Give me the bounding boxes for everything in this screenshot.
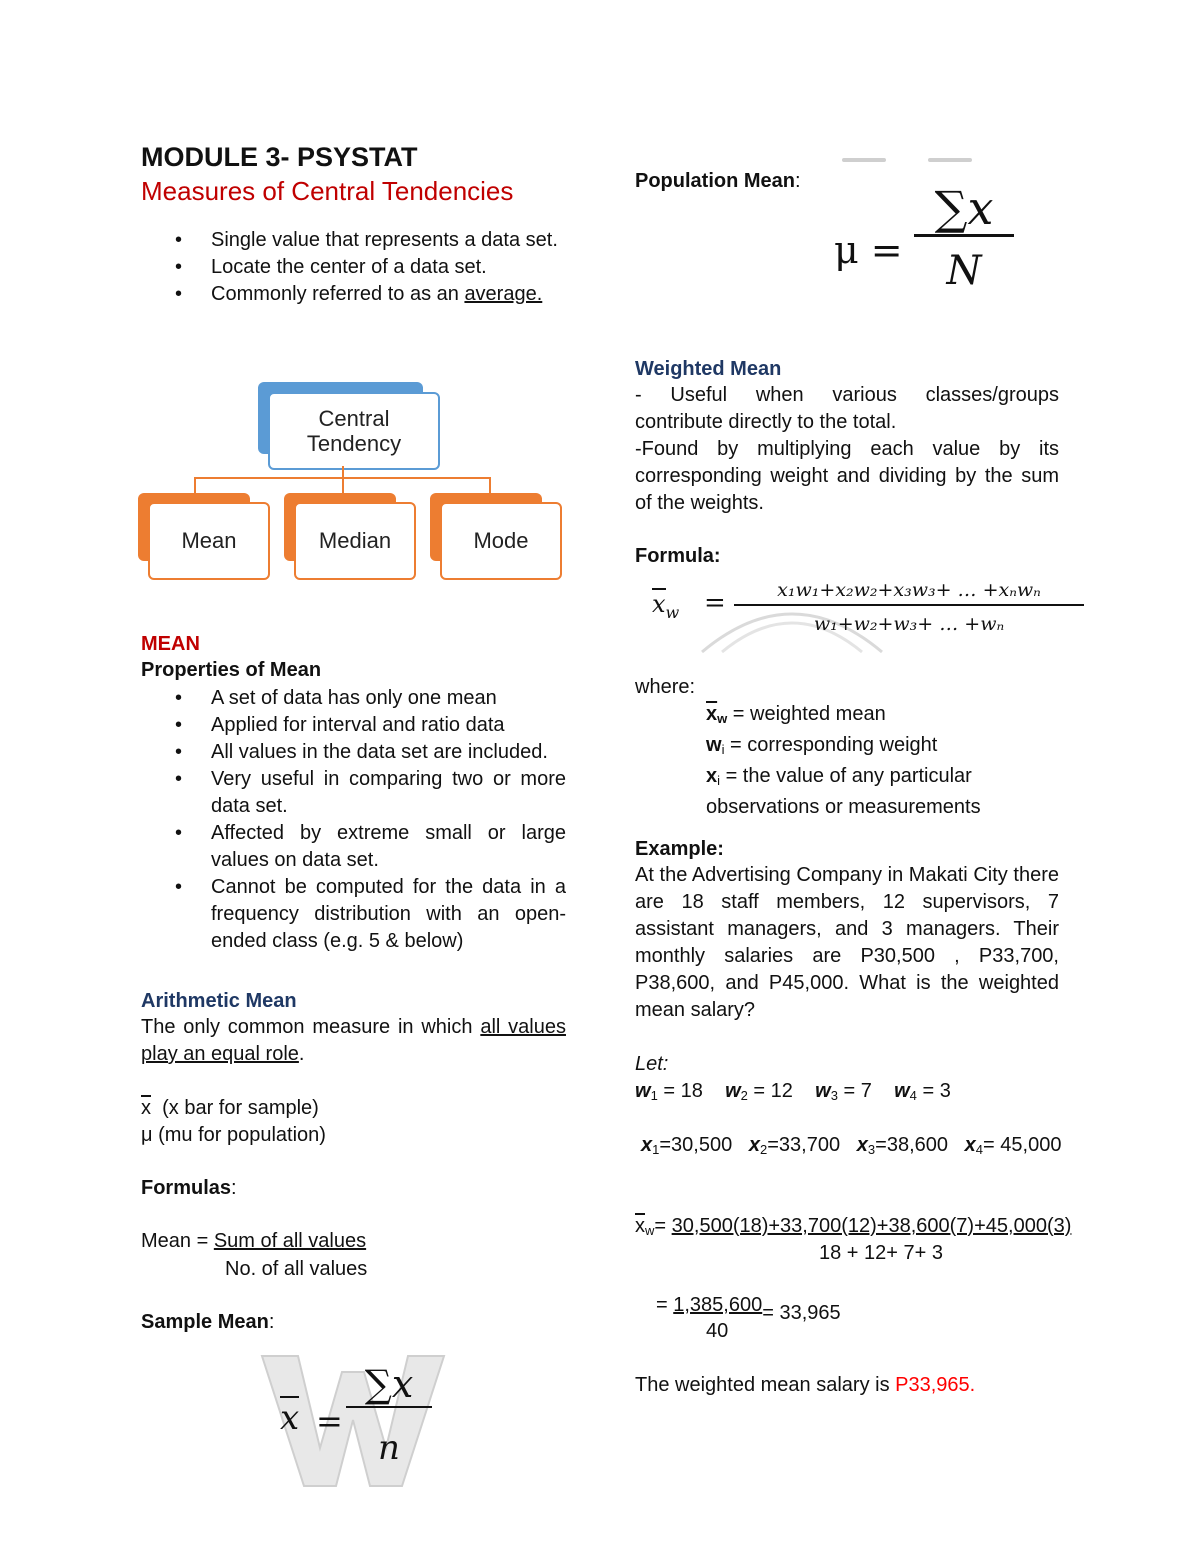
where-label: where: [635, 676, 696, 698]
calculation-step-2: = 1,385,600= 33,965 [656, 1294, 841, 1324]
formulas-label: Formulas: [141, 1177, 237, 1199]
properties-heading: Properties of Mean [141, 659, 322, 681]
list-item: • Locate the center of a data set. [141, 254, 566, 281]
diagram-node-central-tendency: Central Tendency [268, 392, 440, 470]
properties-list [141, 685, 566, 955]
xbar-note: $\overline{x}$ (x bar for sample) [141, 1097, 319, 1119]
calculation-step-2-denominator: 40 [706, 1320, 729, 1342]
intro-bullet-list [141, 227, 566, 308]
sample-mean-label: Sample Mean: [141, 1311, 275, 1333]
diagram-node-median: Median [294, 502, 416, 580]
value-2: $x_2=33,700$ [748, 1134, 841, 1157]
conclusion-value: P33,965. [895, 1374, 976, 1396]
weight-4: $w_4 = 3$ [894, 1080, 951, 1103]
calculation-step-1-denominator: 18 + 12+ 7+ 3 [819, 1242, 944, 1264]
list-item: • Very useful in comparing two or more data set. [141, 766, 566, 820]
list-item: • Cannot be computed for the data in a frequency distribution with an open-ended class (e.g. 5 & below) [141, 874, 566, 955]
weight-2: $w_2 = 12$ [725, 1080, 793, 1103]
example-label: Example: [635, 838, 724, 860]
sample-mean-formula: x = ∑x n [258, 1352, 448, 1490]
weight-1: $w_1 = 18$ [635, 1080, 703, 1103]
definition-weighted-mean: $\overline{x}_w$ = weighted mean [706, 703, 886, 726]
weights-row [635, 1078, 1075, 1109]
let-label: Let: [635, 1053, 669, 1075]
values-row [641, 1132, 1101, 1163]
value-4: $x_4= 45,000$ [964, 1134, 1062, 1157]
population-mean-label: Population Mean: [635, 170, 801, 192]
weighted-mean-text-2: -Found by multiplying each value by its corresponding weight and dividing by the sum of the weights. [635, 438, 1059, 514]
list-item: • Affected by extreme small or large values on data set. [141, 820, 566, 874]
weighted-mean-text-1: - Useful when various classes/groups contribute directly to the total. [635, 384, 1059, 433]
value-1: $x_1=30,500$ [641, 1134, 733, 1157]
arithmetic-mean-text: The only common measure in which all values play an equal role. [141, 1016, 566, 1065]
weight-3: $w_3 = 7$ [815, 1080, 872, 1103]
page-title: MODULE 3- PSYSTAT [141, 142, 418, 172]
weighted-mean-heading: Weighted Mean [635, 358, 782, 380]
mean-formula: Mean = Sum of all values [141, 1230, 367, 1252]
diagram-node-mode: Mode [440, 502, 562, 580]
average-term: average. [464, 283, 543, 305]
definition-weight: $w_i$ = corresponding weight [706, 734, 938, 757]
definition-value: $x_i$ = the value of any particular observations or measurements [706, 765, 981, 818]
mean-formula-denominator: No. of all values [225, 1258, 368, 1280]
central-tendency-diagram [138, 380, 566, 582]
mu-note: μ (mu for population) [141, 1124, 326, 1146]
arithmetic-mean-heading: Arithmetic Mean [141, 990, 297, 1012]
conclusion: The weighted mean salary is P33,965. [635, 1374, 976, 1396]
list-item: • Commonly referred to as an average. [141, 281, 566, 308]
list-item: • All values in the data set are included. [141, 739, 566, 766]
weighted-mean-formula: $x_w$ = x₁w₁+x₂w₂+x₃w₃+ … +xₙwₙ w₁+w₂+w₃+ … +wₙ [652, 574, 1092, 644]
population-mean-formula: μ = ∑x N [830, 176, 1030, 306]
list-item: • Single value that represents a data set. [141, 227, 566, 254]
value-3: $x_3=38,600$ [856, 1134, 948, 1157]
page-subtitle: Measures of Central Tendencies [141, 176, 514, 206]
list-item: • Applied for interval and ratio data [141, 712, 566, 739]
diagram-node-mean: Mean [148, 502, 270, 580]
calculation-step-1: $\overline{x}_w= 30,500(18)+33,700(12)+38,600(7)+45,000(3)$ [635, 1215, 1072, 1238]
definition-list [706, 701, 1046, 821]
formula-label: Formula: [635, 545, 721, 567]
mean-heading: MEAN [141, 633, 200, 655]
list-item: • A set of data has only one mean [141, 685, 566, 712]
example-text: At the Advertising Company in Makati City there are 18 staff members, 12 supervisors, 7 assistant managers, and 3 managers. Their monthly salaries are P30,500 , P33,700, P38,600, and P45,000. What is the weighted mean salary? [635, 864, 1059, 1021]
